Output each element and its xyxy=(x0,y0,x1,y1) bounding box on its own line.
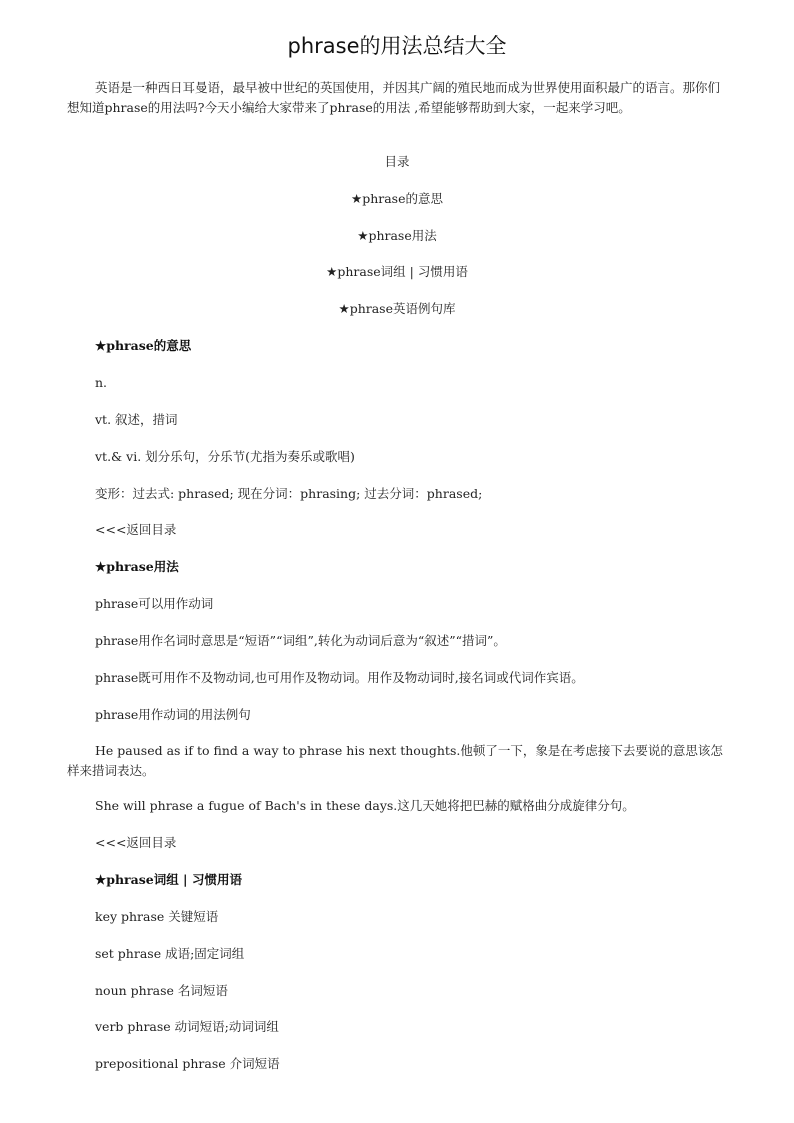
toc-link-meaning[interactable]: ★phrase的意思 xyxy=(351,191,443,206)
meaning-line: 变形：过去式: phrased; 现在分词：phrasing; 过去分词：phrased; xyxy=(95,486,483,501)
phrase-item: noun phrase 名词短语 xyxy=(95,983,228,998)
back-to-toc-link[interactable]: <<<返回目录 xyxy=(95,835,177,850)
phrase-item: key phrase 关键短语 xyxy=(95,909,219,924)
phrase-item: set phrase 成语;固定词组 xyxy=(95,946,245,961)
usage-example: He paused as if to find a way to phrase his next thoughts.他顿了一下，象是在考虑接下去要说的意思该怎样来措词表达。 xyxy=(67,743,723,778)
toc-link-usage[interactable]: ★phrase用法 xyxy=(357,228,437,243)
back-to-toc-link[interactable]: <<<返回目录 xyxy=(95,522,177,537)
usage-line: phrase用作名词时意思是“短语”“词组”,转化为动词后意为“叙述”“措词”。 xyxy=(95,633,506,648)
section-heading-phrases: ★phrase词组 | 习惯用语 xyxy=(95,872,242,887)
intro-paragraph: 英语是一种西日耳曼语，最早被中世纪的英国使用，并因其广阔的殖民地而成为世界使用面积最广的语言。那你们想知道phrase的用法吗?今天小编给大家带来了phrase的用法 ,希望能够帮助到大家，一起来学习吧。 xyxy=(67,80,721,115)
toc-heading: 目录 xyxy=(384,154,410,169)
toc-link-phrases[interactable]: ★phrase词组 | 习惯用语 xyxy=(326,264,468,279)
usage-example: She will phrase a fugue of Bach's in these days.这几天她将把巴赫的赋格曲分成旋律分句。 xyxy=(95,798,635,813)
section-heading-usage: ★phrase用法 xyxy=(95,559,179,574)
page-title: phrase的用法总结大全 xyxy=(287,34,507,58)
meaning-line: vt. 叙述，措词 xyxy=(95,412,178,427)
usage-line: phrase既可用作不及物动词,也可用作及物动词。用作及物动词时,接名词或代词作宾语。 xyxy=(95,670,584,685)
section-heading-meaning: ★phrase的意思 xyxy=(95,338,192,353)
phrase-item: prepositional phrase 介词短语 xyxy=(95,1056,280,1071)
usage-line: phrase用作动词的用法例句 xyxy=(95,707,251,722)
toc-link-examples[interactable]: ★phrase英语例句库 xyxy=(338,301,456,316)
usage-line: phrase可以用作动词 xyxy=(95,596,214,611)
phrase-item: verb phrase 动词短语;动词词组 xyxy=(95,1019,279,1034)
meaning-line: vt.& vi. 划分乐句，分乐节(尤指为奏乐或歌唱) xyxy=(95,449,355,464)
meaning-line: n. xyxy=(95,375,108,390)
